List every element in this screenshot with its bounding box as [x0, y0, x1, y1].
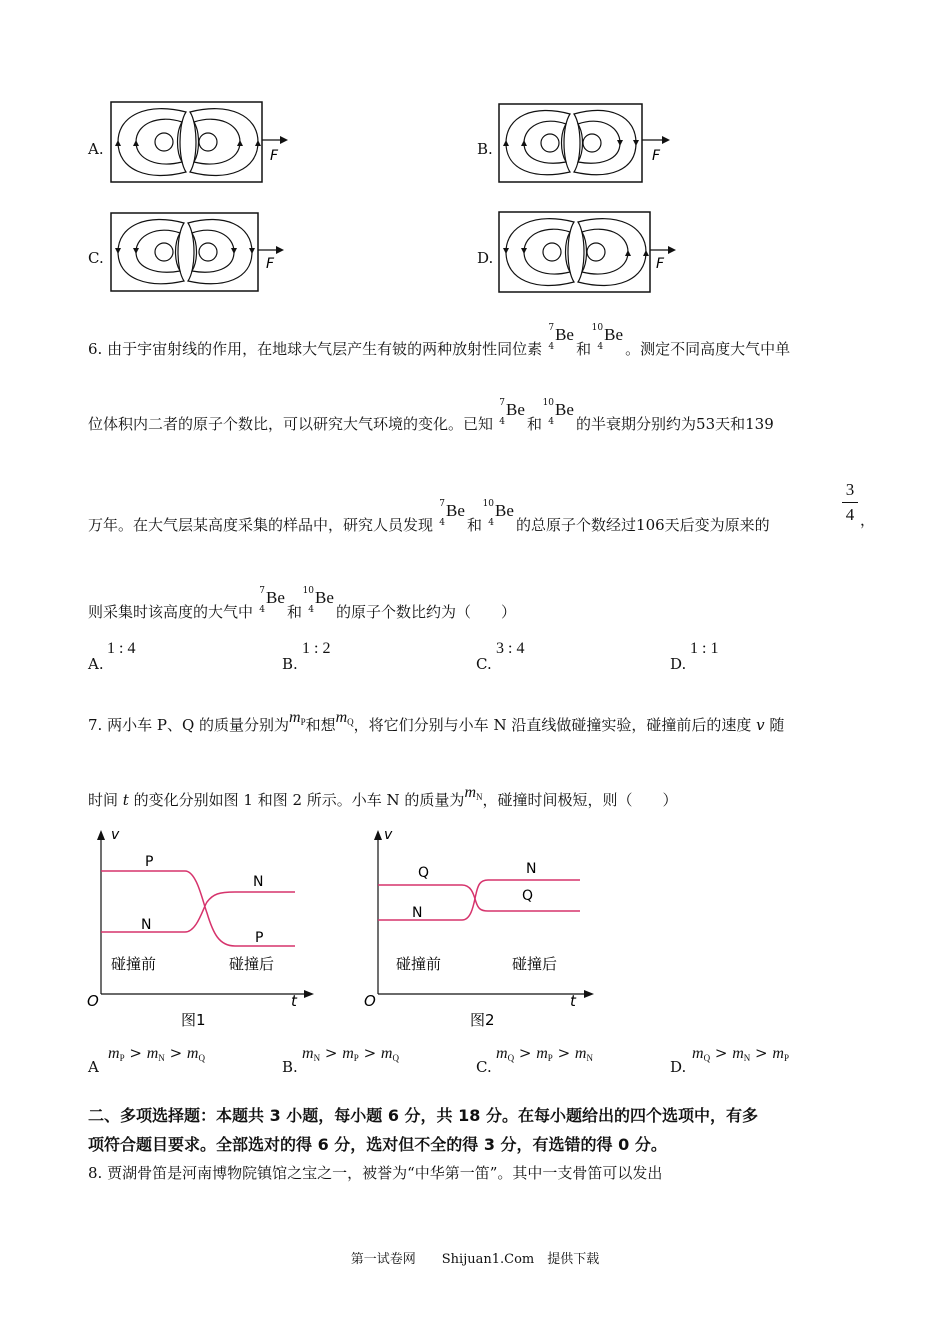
fig1-n-after: N [253, 874, 264, 890]
be7-isotope: 7 4 Be [259, 586, 285, 615]
force-label-a: F [270, 148, 279, 164]
force-label-b: F [652, 148, 661, 164]
fig1-before-label: 碰撞前 [111, 955, 157, 973]
fig1-after-label: 碰撞后 [229, 955, 275, 973]
fig1-origin-label: O [87, 992, 99, 1010]
fig1-p-before: P [145, 854, 154, 870]
option-d-label: D. [477, 249, 494, 267]
option-b-diagram [496, 100, 682, 186]
q7-line1: 7. 两小车 P、Q 的质量分别为$m_P$和想$m_Q$，将它们分别与小车 N 沿直线做碰撞实验，碰撞前后的速度 v 随 [88, 709, 785, 734]
be7-isotope: 7 4 Be [439, 499, 465, 528]
force-label-d: F [656, 256, 665, 272]
fig2-n-after: N [526, 861, 537, 877]
be10-isotope: 10 4 Be [482, 499, 514, 528]
q6-option-a-value: 1 : 4 [107, 640, 136, 657]
q7-option-d-letter: D. [670, 1058, 687, 1076]
fig1-v-label: v [111, 828, 120, 843]
q7-option-b-letter: B. [282, 1058, 298, 1076]
fig2-t-label: t [570, 992, 576, 1010]
q6-line3: 万年。在大气层某高度采集的样品中，研究人员发现 7 4 Be 和 10 4 Be 的总原子个数经过106天后变为原来的 [88, 499, 770, 534]
fig1-t-label: t [291, 992, 297, 1010]
figure-1 [85, 828, 325, 1033]
q6-line2: 位体积内二者的原子个数比，可以研究大气环境的变化。已知 7 4 Be 和 10 4 Be 的半衰期分别约为53天和139 [88, 398, 774, 433]
q7-option-a-letter: A [88, 1058, 99, 1076]
fig2-after-label: 碰撞后 [512, 955, 558, 973]
fig1-n-before: N [141, 917, 152, 933]
fig2-before-label: 碰撞前 [396, 955, 442, 973]
q6-option-b-letter: B. [282, 655, 298, 673]
fig2-q-after: Q [522, 888, 534, 904]
fraction-three-quarters: 3 4 [842, 480, 858, 525]
force-label-c: F [266, 256, 275, 272]
q7-option-b-value: $m_N > m_P > m_Q$ [302, 1044, 399, 1063]
fig2-v-label: v [384, 828, 393, 843]
q6-option-d-value: 1 : 1 [690, 640, 719, 657]
q6-option-c-value: 3 : 4 [496, 640, 525, 657]
q6-option-c-letter: C. [476, 655, 492, 673]
be7-isotope: 7 4 Be [499, 398, 525, 427]
fig2-q-before: Q [418, 865, 430, 881]
be10-isotope: 10 4 Be [591, 323, 623, 352]
option-d-diagram [496, 210, 682, 296]
figure-2 [362, 828, 602, 1033]
be10-isotope: 10 4 Be [302, 586, 334, 615]
q6-line1: 6. 由于宇宙射线的作用，在地球大气层产生有铍的两种放射性同位素 7 4 Be 和 10 4 Be 。测定不同高度大气中单 [88, 323, 791, 358]
fig2-origin-label: O [364, 992, 376, 1010]
section-2-heading-line2: 项符合题目要求。全部选对的得 6 分，选对但不全的得 3 分，有选错的得 0 分。 [88, 1135, 667, 1154]
option-b-label: B. [477, 140, 493, 158]
be7-isotope: 7 4 Be [548, 323, 574, 352]
fig2-caption: 图2 [470, 1011, 495, 1029]
option-a-label: A. [88, 140, 104, 158]
q6-option-d-letter: D. [670, 655, 687, 673]
q7-option-a-value: $m_P > m_N > m_Q$ [108, 1044, 205, 1063]
fig2-n-before: N [412, 905, 423, 921]
section-2-heading-line1: 二、多项选择题：本题共 3 小题，每小题 6 分，共 18 分。在每小题给出的四个选项中，有多 [88, 1106, 758, 1125]
q7-option-c-value: $m_Q > m_P > m_N$ [496, 1044, 593, 1063]
q6-line4: 则采集时该高度的大气中 7 4 Be 和 10 4 Be 的原子个数比约为（ ） [88, 586, 517, 621]
option-a-diagram [108, 100, 294, 186]
option-c-label: C. [88, 249, 104, 267]
option-c-diagram [108, 210, 294, 296]
q6-line3-end: ， [860, 511, 876, 529]
page-footer: 第一试卷网 Shijuan1.Com 提供下载 [350, 1252, 600, 1267]
q7-option-c-letter: C. [476, 1058, 492, 1076]
q8-line1: 8. 贾湖骨笛是河南博物院镇馆之宝之一，被誉为“中华第一笛”。其中一支骨笛可以发出 [88, 1164, 663, 1182]
q7-option-d-value: $m_Q > m_N > m_P$ [692, 1044, 789, 1063]
fig1-p-after: P [255, 930, 264, 946]
q6-option-b-value: 1 : 2 [302, 640, 331, 657]
fig1-caption: 图1 [181, 1011, 206, 1029]
q7-line2: 时间 t 的变化分别如图 1 和图 2 所示。小车 N 的质量为$m_N$，碰撞时间极短，则（ ） [88, 784, 678, 809]
q6-option-a-letter: A. [88, 655, 104, 673]
be10-isotope: 10 4 Be [542, 398, 574, 427]
